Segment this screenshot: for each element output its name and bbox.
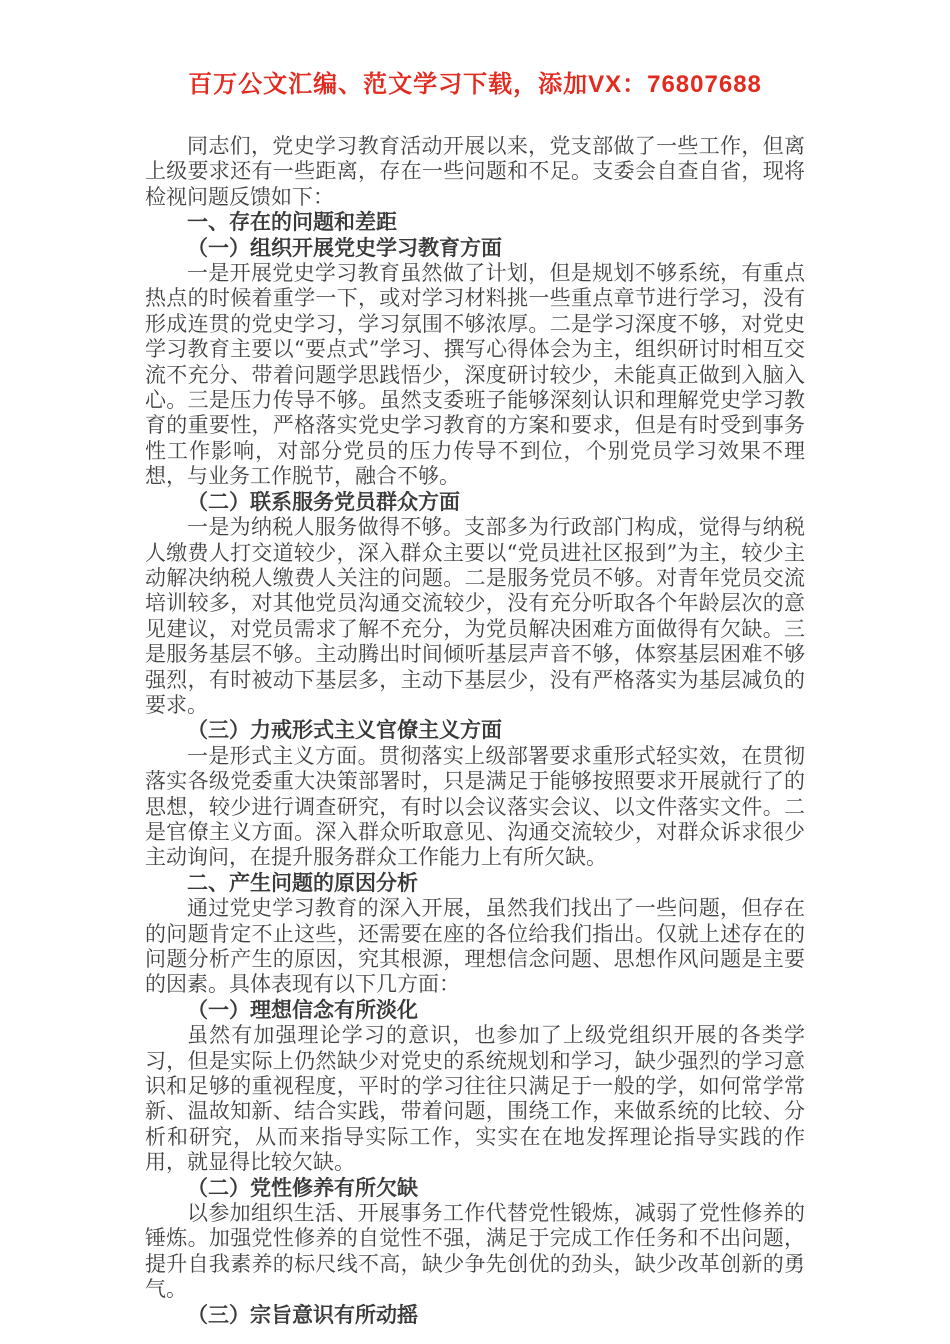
body-paragraph: 以参加组织生活、开展事务工作代替党性锻炼，减弱了党性修养的锤炼。加强党性修养的自觉性不强，满足于完成工作任务和不出问题，提升自我素养的标尺线不高，缺少争先创优的劲头，缺少改革创新的勇气。 <box>145 1201 805 1302</box>
body-paragraph: 一是形式主义方面。贯彻落实上级部署要求重形式轻实效，在贯彻落实各级党委重大决策部署时，只是满足于能够按照要求开展就行了的思想，较少进行调查研究，有时以会议落实会议、以文件落实文件。二是官僚主义方面。深入群众听取意见、沟通交流较少，对群众诉求很少主动询问，在提升服务群众工作能力上有所欠缺。 <box>145 743 805 870</box>
body-paragraph: 一是开展党史学习教育虽然做了计划，但是规划不够系统，有重点热点的时候着重学一下，或对学习材料挑一些重点章节进行学习，没有形成连贯的党史学习，学习氛围不够浓厚。二是学习深度不够，对党史学习教育主要以“要点式”学习、撰写心得体会为主，组织研讨时相互交流不充分、带着问题学思践悟少，深度研讨较少，未能真正做到入脑入心。三是压力传导不够。虽然支委班子能够深刻认识和理解党史学习教育的重要性，严格落实党史学习教育的方案和要求，但是有时受到事务性工作影响，对部分党员的压力传导不到位，个别党员学习效果不理想，与业务工作脱节，融合不够。 <box>145 261 805 489</box>
promo-header: 百万公文汇编、范文学习下载，添加VX：76807688 <box>188 71 762 98</box>
section-heading: （三）力戒形式主义官僚主义方面 <box>187 718 502 743</box>
body-paragraph: 虽然有加强理论学习的意识，也参加了上级党组织开展的各类学习，但是实际上仍然缺少对党史的系统规划和学习，缺少强烈的学习意识和足够的重视程度，平时的学习往往只满足于一般的学，如何常学常新、温故知新、结合实践，带着问题，围绕工作，来做系统的比较、分析和研究，从而来指导实际工作，实实在在地发挥理论指导实践的作用，就显得比较欠缺。 <box>145 1023 805 1175</box>
body-paragraph: 通过党史学习教育的深入开展，虽然我们找出了一些问题，但存在的问题肯定不止这些，还需要在座的各位给我们指出。仅就上述存在的问题分析产生的原因，究其根源，理想信念问题、思想作风问题是主要的因素。具体表现有以下几方面： <box>145 896 805 997</box>
body-paragraph: 一是为纳税人服务做得不够。支部多为行政部门构成，觉得与纳税人缴费人打交道较少，深入群众主要以“党员进社区报到”为主，较少主动解决纳税人缴费人关注的问题。二是服务党员不够。对青年党员交流培训较多，对其他党员沟通交流较少，没有充分听取各个年龄层次的意见建议，对党员需求了解不充分，为党员解决困难方面做得有欠缺。三是服务基层不够。主动腾出时间倾听基层声音不够，体察基层困难不够强烈，有时被动下基层多，主动下基层少，没有严格落实为基层减负的要求。 <box>145 515 805 717</box>
section-heading: （二）党性修养有所欠缺 <box>187 1175 418 1200</box>
document-body <box>145 134 805 1328</box>
body-paragraph: 同志们，党史学习教育活动开展以来，党支部做了一些工作，但离上级要求还有一些距离，存在一些问题和不足。支委会自查自省，现将检视问题反馈如下： <box>145 134 805 209</box>
section-heading: （二）联系服务党员群众方面 <box>187 489 460 514</box>
section-heading: （一）理想信念有所淡化 <box>187 997 418 1022</box>
section-heading: 一、存在的问题和差距 <box>187 210 397 235</box>
section-heading: 二、产生问题的原因分析 <box>187 870 418 895</box>
section-heading: （一）组织开展党史学习教育方面 <box>187 235 502 260</box>
section-heading: （三）宗旨意识有所动摇 <box>187 1302 418 1327</box>
